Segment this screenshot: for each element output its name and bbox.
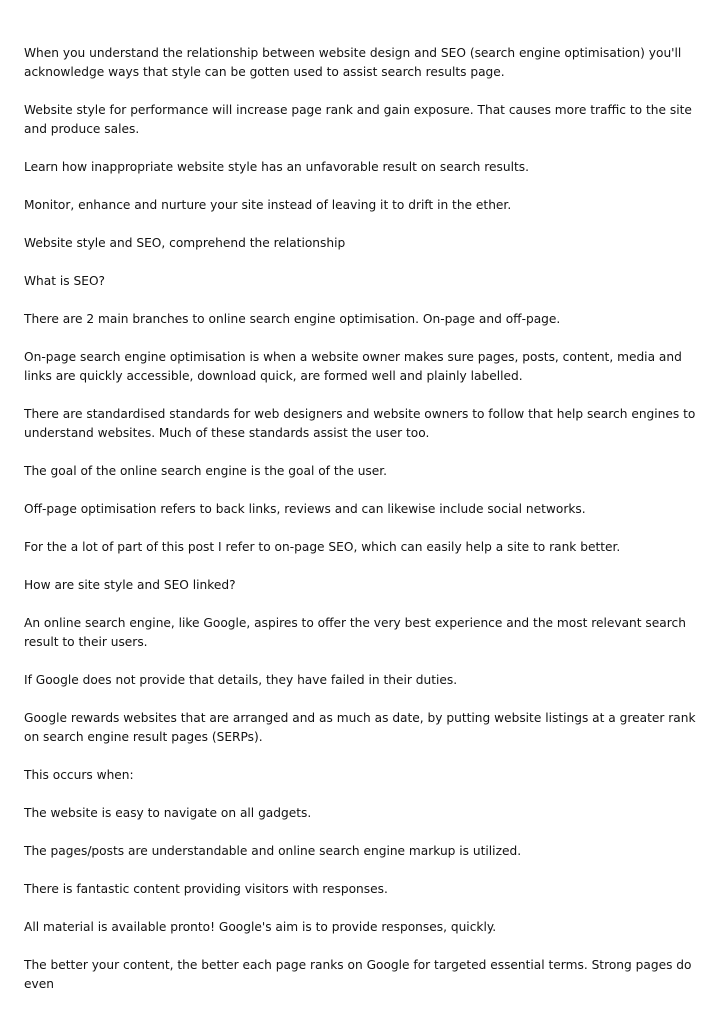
paragraph-17: This occurs when: [24,768,134,782]
paragraph-10: The goal of the online search engine is the goal of the user. [24,464,388,478]
paragraph-15: If Google does not provide that details, they have failed in their duties. [24,673,458,687]
paragraph-4: Monitor, enhance and nurture your site instead of leaving it to drift in the ether. [24,198,512,212]
paragraph-5: Website style and SEO, comprehend the relationship [24,236,346,250]
paragraph-22: The better your content, the better each page ranks on Google for targeted essential terms. Strong pages do even [24,958,692,991]
paragraph-6: What is SEO? [24,274,106,288]
paragraph-21: All material is available pronto! Google's aim is to provide responses, quickly. [24,920,497,934]
paragraph-11: Off-page optimisation refers to back links, reviews and can likewise include social networks. [24,502,586,516]
paragraph-12: For the a lot of part of this post I refer to on-page SEO, which can easily help a site to rank better. [24,540,621,554]
paragraph-13: How are site style and SEO linked? [24,578,236,592]
paragraph-1: When you understand the relationship between website design and SEO (search engine optimisation) you'll acknowledge ways that style can be gotten used to assist search results page. [24,46,682,79]
document-body [24,44,696,1013]
paragraph-2: Website style for performance will increase page rank and gain exposure. That causes more traffic to the site and produce sales. [24,103,692,136]
paragraph-20: There is fantastic content providing visitors with responses. [24,882,388,896]
paragraph-8: On-page search engine optimisation is when a website owner makes sure pages, posts, content, media and links are quickly accessible, download quick, are formed well and plainly labelled. [24,350,682,383]
paragraph-3: Learn how inappropriate website style has an unfavorable result on search results. [24,160,529,174]
paragraph-18: The website is easy to navigate on all gadgets. [24,806,312,820]
paragraph-14: An online search engine, like Google, aspires to offer the very best experience and the most relevant search result to their users. [24,616,686,649]
paragraph-16: Google rewards websites that are arranged and as much as date, by putting website listings at a greater rank on search engine result pages (SERPs). [24,711,696,744]
paragraph-7: There are 2 main branches to online search engine optimisation. On-page and off-page. [24,312,561,326]
paragraph-19: The pages/posts are understandable and online search engine markup is utilized. [24,844,522,858]
paragraph-9: There are standardised standards for web designers and website owners to follow that help search engines to understand websites. Much of these standards assist the user too. [24,407,696,440]
